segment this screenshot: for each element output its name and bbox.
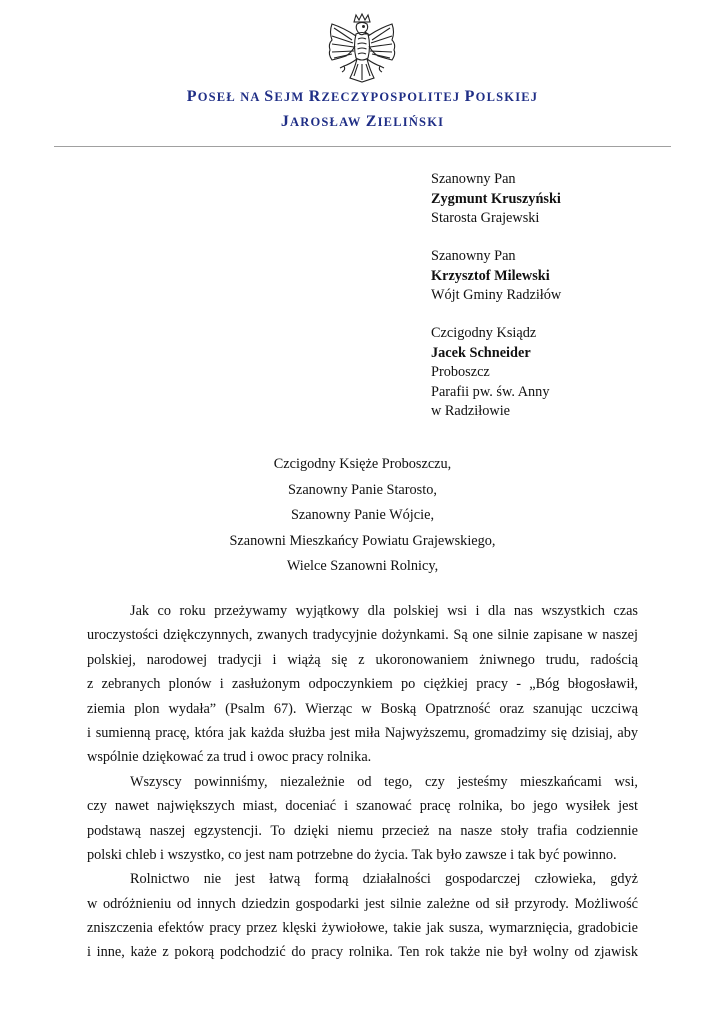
recipient-salutation: Szanowny Pan xyxy=(431,248,516,264)
greetings-block xyxy=(0,452,725,580)
body-line: polski chleb i wszystko, co jest nam potrzebne do życia. Tak było zawsze i tak być powinno. xyxy=(87,846,617,863)
body-line: Rolnictwo nie jest łatwą formą działalności gospodarczej człowieka, gdyż xyxy=(130,871,638,888)
letter-body xyxy=(87,599,638,965)
recipient-salutation: Czcigodny Ksiądz xyxy=(431,325,537,341)
header-word: JAROSŁAW xyxy=(280,113,366,130)
body-line: wspólnie dziękować za trud i owoc pracy rolnika. xyxy=(87,749,372,766)
header-word: RZECZYPOSPOLITEJ xyxy=(308,88,465,105)
body-line: polskiej, narodowej tradycji i wiążą się z ukoronowaniem żniwnego trudu, radością xyxy=(87,651,638,668)
greeting-line: Szanowny Panie Wójcie, xyxy=(290,507,435,524)
header-title-line2 xyxy=(0,113,725,131)
recipient-title: Starosta Grajewski xyxy=(431,210,540,226)
header-title-line1 xyxy=(0,88,725,106)
recipient-block xyxy=(431,324,549,422)
body-line: ziemia plon wydała” (Psalm 67). Wierząc w Boską Opatrzność oraz szanując uczciwą xyxy=(87,700,638,717)
recipient-name: Jacek Schneider xyxy=(431,344,531,361)
header-word: SEJM xyxy=(264,88,309,105)
body-line: Jak co roku przeżywamy wyjątkowy dla polskiej wsi i dla nas wszystkich czas xyxy=(130,603,638,619)
header-word: ZIELIŃSKI xyxy=(365,113,445,130)
recipient-name: Krzysztof Milewski xyxy=(431,267,550,284)
greeting-line: Szanowny Panie Starosto, xyxy=(288,481,437,498)
header-word: POLSKIEJ xyxy=(464,88,539,105)
recipient-name: Zygmunt Kruszyński xyxy=(431,190,561,207)
recipient-block xyxy=(431,170,561,229)
body-line: z zebranych plonów i zasłużonym odpoczynkiem po ciężkiej pracy - „Bóg błogosławił, xyxy=(87,676,638,693)
header-word: POSEŁ NA xyxy=(186,88,265,105)
recipient-title: Proboszcz xyxy=(431,364,490,380)
body-line: zniszczenia efektów pracy przez klęski żywiołowe, takie jak susza, wymarznięcia, gradobicie xyxy=(87,920,638,937)
greeting-line: Wielce Szanowni Rolnicy, xyxy=(286,558,439,575)
recipient-title: Wójt Gminy Radziłów xyxy=(431,287,562,303)
recipient-block xyxy=(431,247,561,306)
recipient-salutation: Szanowny Pan xyxy=(431,171,516,187)
body-line: i sumienną pracę, która jak każda służba jest miła Najwyższemu, gromadzimy się dzisiaj, aby xyxy=(87,724,638,741)
body-line: w odróżnieniu od innych dziedzin gospodarki jest silnie zależne od sił przyrody. Możliwość xyxy=(87,895,638,912)
body-line: uroczystości dziękczynnych, zwanych tradycyjnie dożynkami. Są one silnie zapisane w naszej xyxy=(87,627,638,644)
body-line: podstawą naszej egzystencji. To dzięki niemu przecież na nasze stoły trafia codziennie xyxy=(87,822,638,839)
recipient-title: Parafii pw. św. Anny xyxy=(431,383,550,400)
body-line: i inne, każe z pokorą podchodzić do pracy rolnika. Ten rok także nie był wolny od zjawisk xyxy=(87,944,638,961)
body-line: czy nawet największych miast, doceniać i szanować pracę rolnika, bo jego wysiłek jest xyxy=(87,798,638,815)
body-line: Wszyscy powinniśmy, niezależnie od tego, czy jesteśmy mieszkańcami wsi, xyxy=(130,773,638,790)
polish-eagle-emblem-icon xyxy=(324,12,400,90)
header-divider xyxy=(54,146,671,147)
greeting-line: Czcigodny Księże Proboszczu, xyxy=(273,456,452,472)
greeting-line: Szanowni Mieszkańcy Powiatu Grajewskiego, xyxy=(229,532,496,549)
recipient-title: w Radziłowie xyxy=(431,403,511,419)
